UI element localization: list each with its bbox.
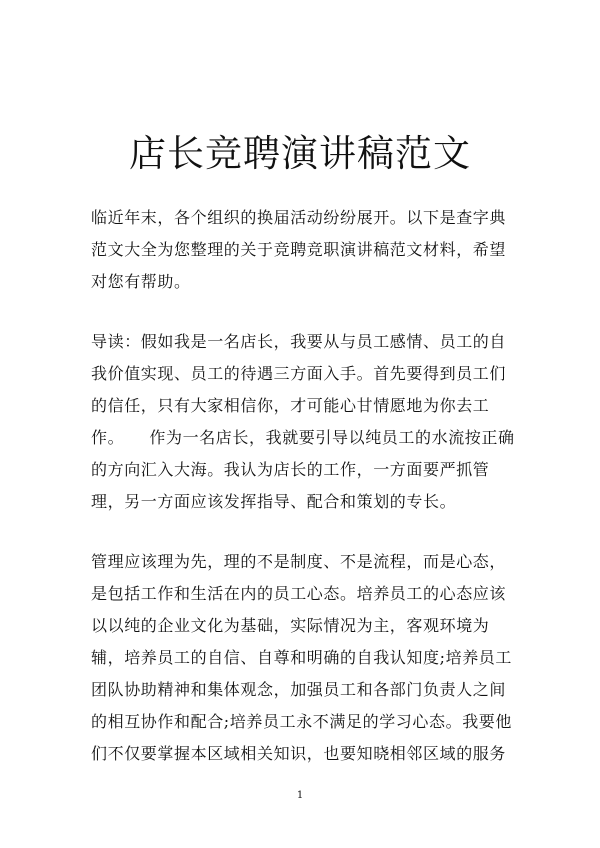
text-line: 的方向汇入大海。我认为店长的工作，一方面要严抓管: [91, 460, 490, 479]
text-line: 对您有帮助。: [91, 272, 191, 291]
document-title: 店长竞聘演讲稿范文: [129, 131, 471, 175]
text-line: 以以纯的企业文化为基础，实际情况为主，客观环境为: [91, 616, 490, 635]
text-line: 理，另一方面应该发挥指导、配合和策划的专长。: [91, 492, 457, 511]
text-line: 的相互协作和配合;培养员工永不满足的学习心态。我要他: [91, 712, 512, 731]
text-line: 团队协助精神和集体观念，加强员工和各部门负责人之间: [91, 680, 507, 699]
text-line: 的信任，只有大家相信你，才可能心甘情愿地为你去工: [91, 396, 490, 415]
text-line: 们不仅要掌握本区域相关知识，也要知晓相邻区域的服务: [91, 744, 507, 763]
text-line: 我价值实现、员工的待遇三方面入手。首先要得到员工们: [91, 364, 507, 383]
text-line: 临近年末，各个组织的换届活动纷纷展开。以下是查字典: [91, 208, 507, 227]
text-line: 导读：假如我是一名店长，我要从与员工感情、员工的自: [91, 332, 507, 351]
paragraph-intro: [91, 202, 511, 298]
text-line: 是包括工作和生活在内的员工心态。培养员工的心态应该: [91, 584, 507, 603]
paragraph-guide: [91, 326, 515, 518]
paragraph-management: [91, 546, 511, 770]
text-line: 管理应该理为先，理的不是制度、不是流程，而是心态，: [91, 552, 507, 571]
page-number: 1: [296, 790, 304, 801]
text-line: 范文大全为您整理的关于竞聘竞职演讲稿范文材料，希望: [91, 240, 507, 259]
text-line: 辅，培养员工的自信、自尊和明确的自我认知度;培养员工: [91, 648, 512, 667]
text-line: 作。 作为一名店长，我就要引导以纯员工的水流按正确: [91, 428, 515, 447]
